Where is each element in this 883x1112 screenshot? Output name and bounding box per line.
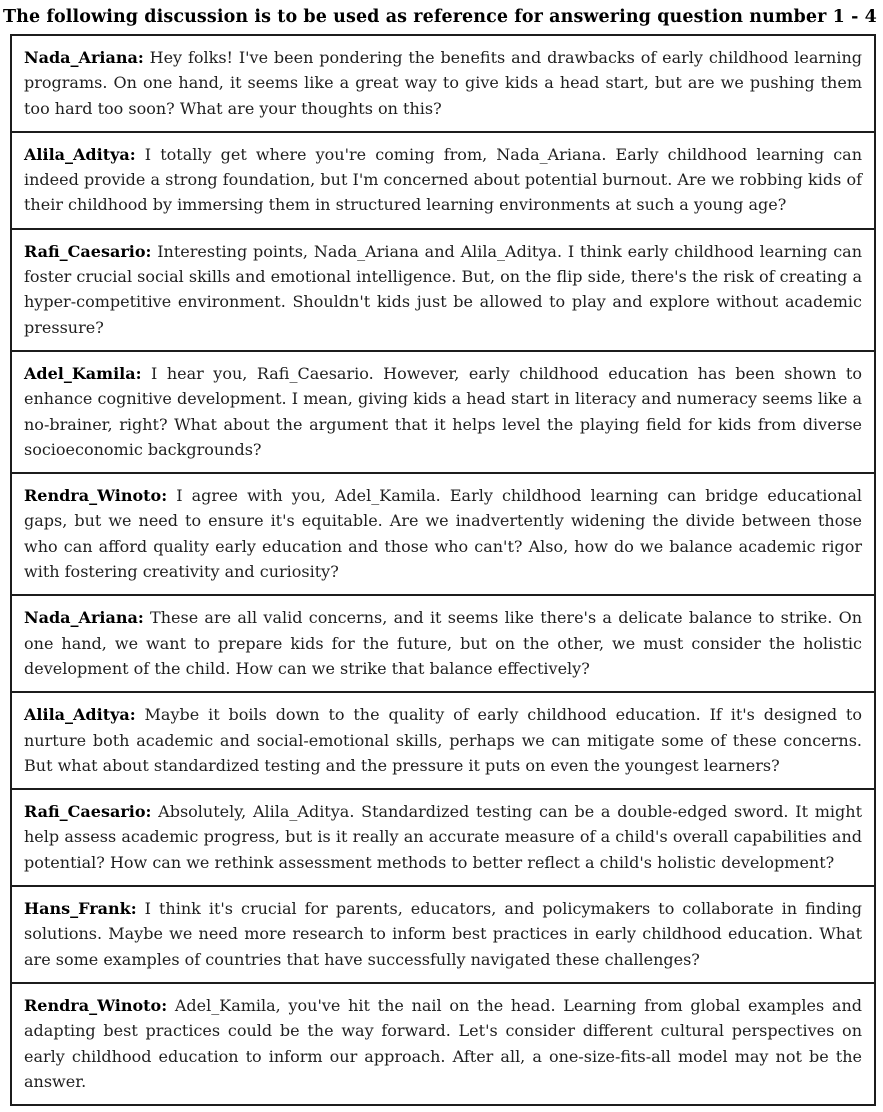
message-text: I totally get where you're coming from, Nada_Ariana. Early childhood learning can indeed provide a strong foundation, but I'm concerned about potential burnout. Are we robbing kids of their childhood by immersing them in structured learning environments at such a young age? bbox=[24, 144, 862, 215]
message-text: Hey folks! I've been pondering the benefits and drawbacks of early childhood learning programs. On one hand, it seems like a great way to give kids a head start, but are we pushing them too hard too soon? What are your thoughts on this? bbox=[24, 48, 862, 118]
message-text: These are all valid concerns, and it seems like there's a delicate balance to strike. On one hand, we want to prepare kids for the future, but on the other, we must consider the holistic development of the child. How can we strike that balance effectively? bbox=[24, 608, 862, 678]
speaker-name: Nada_Ariana: bbox=[24, 608, 144, 628]
message-text: I hear you, Rafi_Caesario. However, early childhood education has been shown to enhance cognitive development. I mean, giving kids a head start in literacy and numeracy seems like a no-brainer, right? What about the argument that it helps level the playing field for kids from diverse socioeconomic backgrounds? bbox=[24, 363, 862, 459]
message-row bbox=[12, 228, 874, 350]
message-row bbox=[12, 982, 874, 1104]
speaker-name: Nada_Ariana: bbox=[24, 48, 144, 67]
message-text: Maybe it boils down to the quality of early childhood education. If it's designed to nurture both academic and social-emotional skills, perhaps we can mitigate some of these concerns. But what about standardized testing and the pressure it puts on even the youngest learners? bbox=[24, 705, 862, 775]
message-text: I agree with you, Adel_Kamila. Early childhood learning can bridge educational gaps, but we need to ensure it's equitable. Are we inadvertently widening the divide between those who can afford quality early education and those who can't? Also, how do we balance academic rigor with fostering creativity and curiosity? bbox=[24, 486, 862, 582]
speaker-name: Rafi_Caesario: bbox=[24, 241, 152, 261]
message-text: Absolutely, Alila_Aditya. Standardized testing can be a double-edged sword. It might help assess academic progress, but is it really an accurate measure of a child's overall capabilities and potential? How can we rethink assessment methods to better reflect a child's holistic development? bbox=[24, 802, 862, 872]
speaker-name: Adel_Kamila: bbox=[24, 363, 142, 383]
message-row bbox=[12, 691, 874, 788]
message-row bbox=[12, 788, 874, 885]
speaker-name: Rafi_Caesario: bbox=[24, 802, 152, 822]
discussion-box bbox=[10, 34, 876, 1106]
message-row bbox=[12, 36, 874, 131]
speaker-name: Hans_Frank: bbox=[24, 899, 137, 919]
message-text: Adel_Kamila, you've hit the nail on the head. Learning from global examples and adapting best practices could be the way forward. Let's consider different cultural perspectives on early childhood education to inform our approach. After all, a one-size-fits-all model may not be the answer. bbox=[24, 995, 862, 1091]
speaker-name: Rendra_Winoto: bbox=[24, 486, 168, 506]
page-title: The following discussion is to be used as reference for answering question number 1 - 4 bbox=[3, 7, 877, 27]
message-row bbox=[12, 472, 874, 594]
message-row bbox=[12, 594, 874, 691]
speaker-name: Rendra_Winoto: bbox=[24, 995, 168, 1015]
speaker-name: Alila_Aditya: bbox=[24, 144, 136, 164]
message-row bbox=[12, 131, 874, 228]
message-text: Interesting points, Nada_Ariana and Alila_Aditya. I think early childhood learning can foster crucial social skills and emotional intelligence. But, on the flip side, there's the risk of creating a hyper-competitive environment. Shouldn't kids just be allowed to play and explore without academic pressure? bbox=[24, 241, 862, 337]
speaker-name: Alila_Aditya: bbox=[24, 705, 136, 725]
message-text: I think it's crucial for parents, educators, and policymakers to collaborate in finding solutions. Maybe we need more research to inform best practices in early childhood education. What are some examples of countries that have successfully navigated these challenges? bbox=[24, 899, 862, 969]
message-row bbox=[12, 350, 874, 472]
message-row bbox=[12, 885, 874, 982]
